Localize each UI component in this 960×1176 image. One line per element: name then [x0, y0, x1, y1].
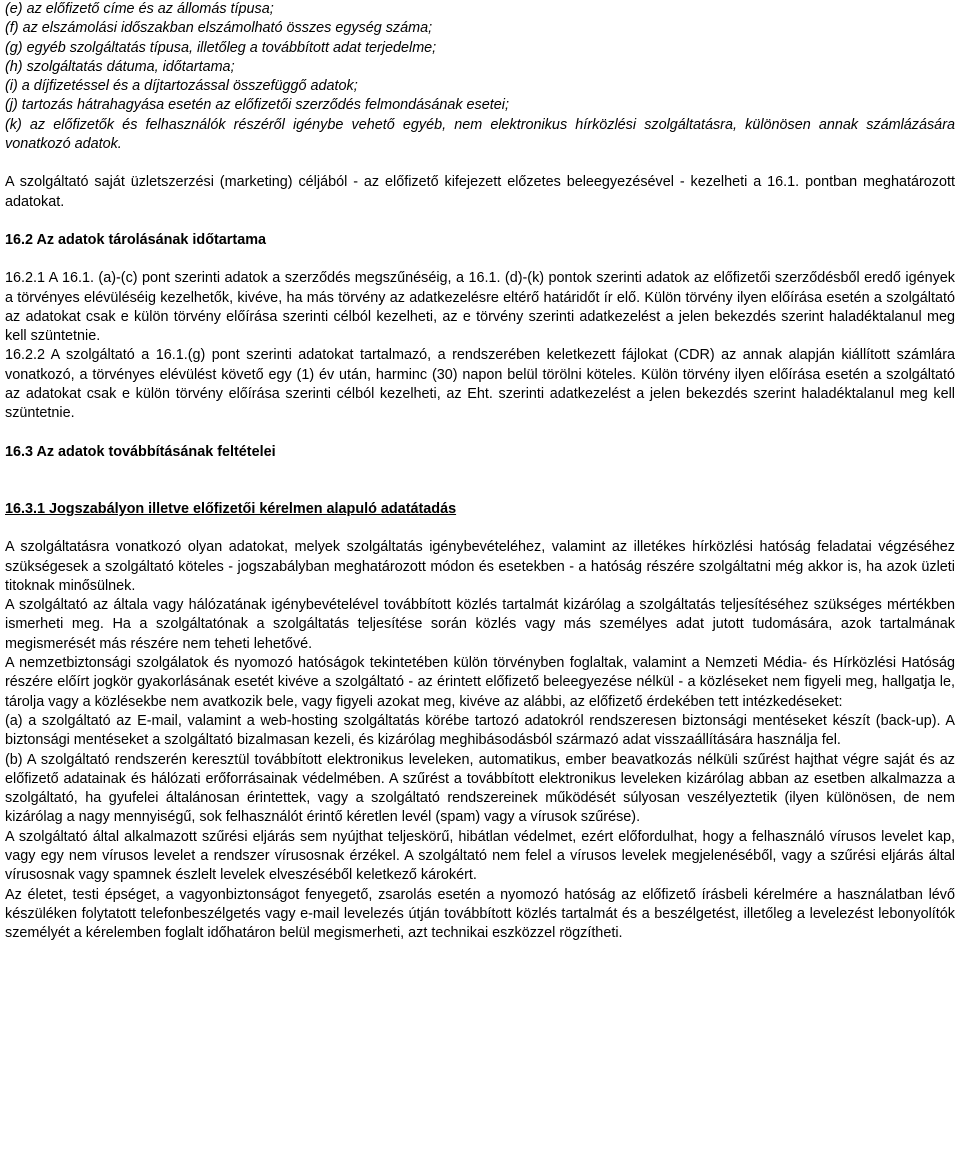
list-item-h: (h) szolgáltatás dátuma, időtartama;: [5, 58, 235, 75]
paragraph-monitoring-exceptions: A nemzetbiztonsági szolgálatok és nyomozó hatóságok tekintetében külön törvényben foglaltak, valamint a Nemzeti Média- és Hírközlési Hatóság részére előírt jogkör gyakorlásának esetét kivéve a szolgáltató - az érintett előfizető beleegyezése nélkül - a közléseket nem figyeli meg, hallgatja le, tárolja vagy a közlésekbe nem avatkozik bele, vagy figyeli azokat meg, kivéve az alábbi, az előfizető érdekében tett intézkedéseket:: [5, 655, 955, 710]
paragraph-filtering: (b) A szolgáltató rendszerén keresztül továbbított elektronikus leveleken, automatikus, ember beavatkozás nélküli szűrést hajthat végre saját és az előfizető adatainak és hálózati erőforrásainak védelmében. A szűrést a továbbított elektronikus leveleken kizárólag abban az esetben alkalmazza a szolgáltató, ha gyufelei általánosan érintettek, vagy a szolgáltató rendszereinek működését súlyosan veszélyeztetik (ilyen különösen, de nem kizárólag a nagy mennyiségű, sok felhasználót érintő kéretlen levél (spam) vagy a vírusok szűrése).: [5, 751, 955, 826]
list-item-g: (g) egyéb szolgáltatás típusa, illetőleg a továbbított adat terjedelme;: [5, 39, 437, 56]
paragraph-investigation: Az életet, testi épséget, a vagyonbiztonságot fenyegető, zsarolás esetén a nyomozó hatóság az előfizető írásbeli kérelmére a használatban lévő készüléken folytatott telefonbeszélgetés vagy e-mail levelezés útján továbbított közlés tartalmát és a beszélgetést, illetőleg a levelezést lebonyolítók személyét a kérelemben foglalt időhatáron belül megismerheti, azt technikai eszközzel rögzítheti.: [5, 886, 955, 942]
list-item-f: (f) az elszámolási időszakban elszámolható összes egység száma;: [5, 20, 433, 37]
list-item-e: (e) az előfizető címe és az állomás típusa;: [5, 1, 274, 17]
paragraph-data-provision: A szolgáltatásra vonatkozó olyan adatokat, melyek szolgáltatás igénybevételéhez, valamint az illetékes hírközlési hatóság feladatai végzéséhez szükségesek a szolgáltató köteles - jogszabályban meghatározott módon és esetekben - a hatóság részére szolgáltatni még akkor is, ha azok üzleti titoknak minősülnek.: [5, 539, 955, 594]
paragraph-filtering-liability: A szolgáltató által alkalmazott szűrési eljárás sem nyújthat teljeskörű, hibátlan védelmet, ezért előfordulhat, hogy a felhasználó vírusos levelet kap, vagy egy nem vírusos levelet a rendszer vírusosnak érzékel. A szolgáltató nem felel a vírusos levelek megjelenéséből, vagy a szűrési eljárás által vírusosnak vagy spamnek észlelt levelek elveszéséből keletkező károkért.: [5, 828, 955, 884]
paragraph-backup: (a) a szolgáltató az E-mail, valamint a web-hosting szolgáltatás körébe tartozó adatokról rendszeresen biztonsági mentéseket készít (back-up). A biztonsági mentéseket a szolgáltató bizalmasan kezeli, és kizárólag meghibásodásból származó adat visszaállítására használja fel.: [5, 712, 955, 749]
list-item-i: (i) a díjfizetéssel és a díjtartozással összefüggő adatok;: [5, 78, 358, 95]
section-heading-16-3: 16.3 Az adatok továbbításának feltételei: [5, 443, 276, 460]
document-page: [5, 0, 955, 943]
list-item-k: (k) az előfizetők és felhasználók részéről igénybe vehető egyéb, nem elektronikus hírközlési szolgáltatásra, különösen annak számlázására vonatkozó adatok.: [5, 116, 955, 153]
paragraph-16-2-1: 16.2.1 A 16.1. (a)-(c) pont szerinti adatok a szerződés megszűnéséig, a 16.1. (d)-(k) pontok szerinti adatok az előfizetői szerződésből eredő igények a törvényes elévüléséig kezelhetők, kivéve, ha más törvény az adatkezelésre eltérő határidőt ír elő. Külön törvény ilyen előírása esetén a szolgáltató az adatokat csak e külön törvény előírása szerinti célból kezelheti, az e törvény szerinti adatkezelést a jelen bekezdés szerint haladéktalanul meg kell szüntetnie.: [5, 270, 955, 345]
data-list: [5, 0, 955, 154]
paragraph-16-2-2: 16.2.2 A szolgáltató a 16.1.(g) pont szerinti adatokat tartalmazó, a rendszerében keletkezett fájlokat (CDR) az annak alapján kiállított számlára vonatkozó, a törvényes elévülést követő egy (1) év után, harminc (30) napon belül törölni köteles. Külön törvény ilyen előírása esetén a szolgáltató az adatokat csak e külön törvény előírása szerinti célból kezelheti, az Eht. szerinti adatkezelést a jelen bekezdés szerint haladéktalanul meg kell szüntetnie.: [5, 347, 955, 422]
section-heading-16-2: 16.2 Az adatok tárolásának időtartama: [5, 231, 266, 248]
section-heading-16-3-1: 16.3.1 Jogszabályon illetve előfizetői kérelmen alapuló adatátadás: [5, 500, 457, 517]
list-item-j: (j) tartozás hátrahagyása esetén az előfizetői szerződés felmondásának esetei;: [5, 97, 509, 114]
paragraph-content-knowledge: A szolgáltató az általa vagy hálózatának igénybevételével továbbított közlés tartalmát kizárólag a szolgáltatás teljesítéséhez szükséges mértékben ismerheti meg. Ha a szolgáltatónak a szolgáltatás teljesítése során közlés vagy más személyes adat jutott tudomására, azok tartalmának megismerését más részére nem teheti lehetővé.: [5, 597, 955, 652]
paragraph-marketing: A szolgáltató saját üzletszerzési (marketing) céljából - az előfizető kifejezett előzetes beleegyezésével - kezelheti a 16.1. pontban meghatározott adatokat.: [5, 174, 955, 210]
